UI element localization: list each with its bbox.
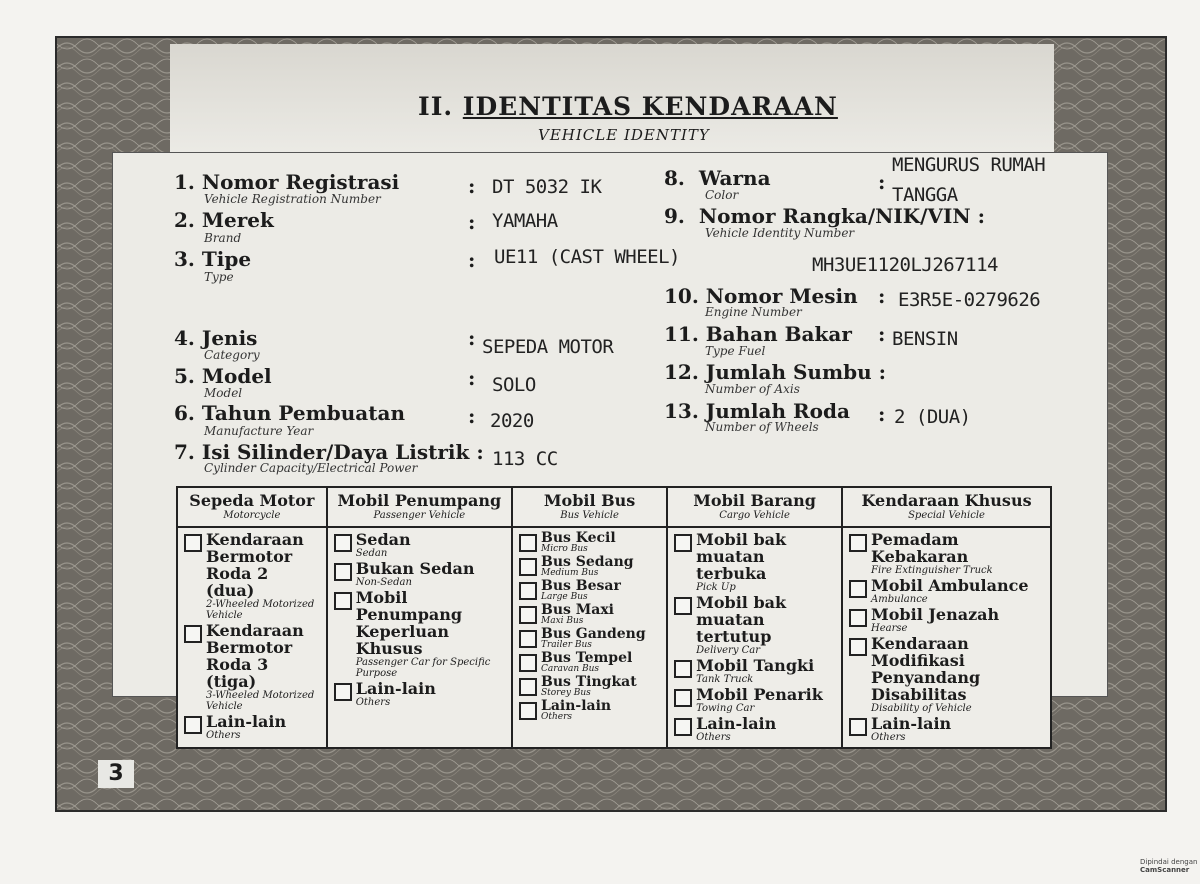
- category-column-bus: [512, 527, 667, 748]
- option-item: Mobil bak muatan tertutup Delivery Car: [674, 594, 835, 656]
- field-color-value-1: MENGURUS RUMAH: [892, 154, 1046, 176]
- colon: :: [468, 366, 476, 390]
- option-item: Kendaraan Bermotor Roda 2 (dua) 2-Wheeled Motorized Vehicle: [184, 531, 320, 621]
- option-item: Lain-lain Others: [674, 715, 835, 743]
- checkbox[interactable]: [674, 689, 692, 707]
- checkbox[interactable]: [519, 534, 537, 552]
- category-header: Kendaraan Khusus Special Vehicle: [842, 487, 1051, 527]
- colon: :: [468, 248, 476, 272]
- field-type-label: 3. Tipe: [174, 247, 252, 271]
- field-color-value-2: TANGGA: [892, 184, 958, 206]
- field-fuel-label: 11. Bahan Bakar: [664, 322, 852, 346]
- field-engine-value: E3R5E-0279626: [898, 289, 1041, 311]
- option-item: Bus Gandeng Trailer Bus: [519, 627, 660, 650]
- scanner-watermark: Dipindai dengan CamScanner: [1140, 858, 1198, 874]
- field-cylinder-label: 7. Isi Silinder/Daya Listrik :: [174, 440, 484, 464]
- category-header: Sepeda Motor Motorcycle: [177, 487, 327, 527]
- checkbox[interactable]: [849, 580, 867, 598]
- checkbox[interactable]: [674, 534, 692, 552]
- field-wheels-label: 13. Jumlah Roda: [664, 399, 850, 423]
- checkbox[interactable]: [519, 606, 537, 624]
- field-fuel-en: Type Fuel: [705, 344, 766, 358]
- option-item: Pemadam Kebakaran Fire Extinguisher Truck: [849, 531, 1044, 576]
- option-item: Lain-lain Others: [849, 715, 1044, 743]
- checkbox[interactable]: [519, 630, 537, 648]
- colon: :: [468, 404, 476, 428]
- field-brand-label: 2. Merek: [174, 208, 274, 232]
- category-header: Mobil Penumpang Passenger Vehicle: [327, 487, 512, 527]
- option-item: Kendaraan Modifikasi Penyandang Disabilitas Disability of Vehicle: [849, 635, 1044, 714]
- field-wheels-value: 2 (DUA): [894, 406, 971, 428]
- checkbox[interactable]: [184, 534, 202, 552]
- checkbox[interactable]: [674, 718, 692, 736]
- field-year-label: 6. Tahun Pembuatan: [174, 401, 405, 425]
- field-category-value: SEPEDA MOTOR: [482, 336, 614, 358]
- option-item: Bukan Sedan Non-Sedan: [334, 560, 505, 588]
- field-vin-value: MH3UE1120LJ267114: [812, 254, 998, 276]
- option-item: Mobil Penumpang Keperluan Khusus Passenger Car for Specific Purpose: [334, 589, 505, 679]
- field-brand-en: Brand: [204, 231, 242, 245]
- checkbox[interactable]: [334, 563, 352, 581]
- field-engine-en: Engine Number: [705, 305, 802, 319]
- colon: :: [878, 284, 886, 308]
- colon: :: [468, 174, 476, 198]
- checkbox[interactable]: [184, 625, 202, 643]
- field-fuel-value: BENSIN: [892, 328, 958, 350]
- checkbox[interactable]: [519, 582, 537, 600]
- field-axis-en: Number of Axis: [705, 382, 800, 396]
- checkbox[interactable]: [849, 638, 867, 656]
- option-item: Bus Maxi Maxi Bus: [519, 603, 660, 626]
- option-item: Mobil Penarik Towing Car: [674, 686, 835, 714]
- option-item: Bus Kecil Micro Bus: [519, 531, 660, 554]
- field-vin-en: Vehicle Identity Number: [705, 226, 855, 240]
- checkbox[interactable]: [334, 592, 352, 610]
- field-year-en: Manufacture Year: [204, 424, 314, 438]
- field-registration-label: 1. Nomor Registrasi: [174, 170, 400, 194]
- field-year-value: 2020: [490, 410, 534, 432]
- checkbox[interactable]: [674, 597, 692, 615]
- colon: :: [468, 326, 476, 350]
- checkbox[interactable]: [519, 558, 537, 576]
- option-item: Bus Sedang Medium Bus: [519, 555, 660, 578]
- field-category-label: 4. Jenis: [174, 326, 258, 350]
- option-item: Lain-lain Others: [184, 713, 320, 741]
- option-item: Lain-lain Others: [334, 680, 505, 708]
- field-type-value: UE11 (CAST WHEEL): [494, 246, 680, 268]
- checkbox[interactable]: [334, 683, 352, 701]
- vehicle-category-table: [176, 486, 1052, 749]
- page-number: 3: [98, 760, 134, 788]
- field-wheels-en: Number of Wheels: [705, 420, 819, 434]
- field-engine-label: 10. Nomor Mesin: [664, 284, 858, 308]
- option-item: Kendaraan Bermotor Roda 3 (tiga) 3-Wheeled Motorized Vehicle: [184, 622, 320, 712]
- field-cylinder-value: 113 CC: [492, 448, 558, 470]
- option-item: Mobil Tangki Tank Truck: [674, 657, 835, 685]
- field-registration-value: DT 5032 IK: [492, 176, 602, 198]
- section-subtitle: VEHICLE IDENTITY: [538, 126, 710, 144]
- category-header: Mobil Barang Cargo Vehicle: [667, 487, 842, 527]
- colon: :: [468, 210, 476, 234]
- section-title: II. IDENTITAS KENDARAAN: [418, 92, 838, 121]
- option-item: Mobil Ambulance Ambulance: [849, 577, 1044, 605]
- category-column-motorcycle: [177, 527, 327, 748]
- checkbox[interactable]: [849, 609, 867, 627]
- category-column-cargo: [667, 527, 842, 748]
- option-item: Mobil Jenazah Hearse: [849, 606, 1044, 634]
- field-type-en: Type: [204, 270, 234, 284]
- checkbox[interactable]: [849, 718, 867, 736]
- field-vin-label: 9. Nomor Rangka/NIK/VIN :: [664, 204, 985, 228]
- option-item: Bus Tempel Caravan Bus: [519, 651, 660, 674]
- field-color-label: 8. Warna: [664, 166, 771, 190]
- field-cylinder-en: Cylinder Capacity/Electrical Power: [204, 461, 418, 475]
- field-model-value: SOLO: [492, 374, 536, 396]
- field-brand-value: YAMAHA: [492, 210, 558, 232]
- category-header: Mobil Bus Bus Vehicle: [512, 487, 667, 527]
- checkbox[interactable]: [519, 702, 537, 720]
- option-item: Bus Tingkat Storey Bus: [519, 675, 660, 698]
- field-model-label: 5. Model: [174, 364, 272, 388]
- field-color-en: Color: [705, 188, 739, 202]
- checkbox[interactable]: [519, 654, 537, 672]
- category-column-special: [842, 527, 1051, 748]
- checkbox[interactable]: [184, 716, 202, 734]
- checkbox[interactable]: [849, 534, 867, 552]
- colon: :: [878, 402, 886, 426]
- option-item: Sedan Sedan: [334, 531, 505, 559]
- colon: :: [878, 322, 886, 346]
- checkbox[interactable]: [674, 660, 692, 678]
- colon: :: [878, 170, 886, 194]
- field-model-en: Model: [204, 386, 243, 400]
- checkbox[interactable]: [334, 534, 352, 552]
- checkbox[interactable]: [519, 678, 537, 696]
- field-registration-en: Vehicle Registration Number: [204, 192, 381, 206]
- option-item: Lain-lain Others: [519, 699, 660, 722]
- option-item: Bus Besar Large Bus: [519, 579, 660, 602]
- field-axis-label: 12. Jumlah Sumbu :: [664, 360, 887, 384]
- field-category-en: Category: [204, 348, 260, 362]
- category-column-passenger: [327, 527, 512, 748]
- option-item: Mobil bak muatan terbuka Pick Up: [674, 531, 835, 593]
